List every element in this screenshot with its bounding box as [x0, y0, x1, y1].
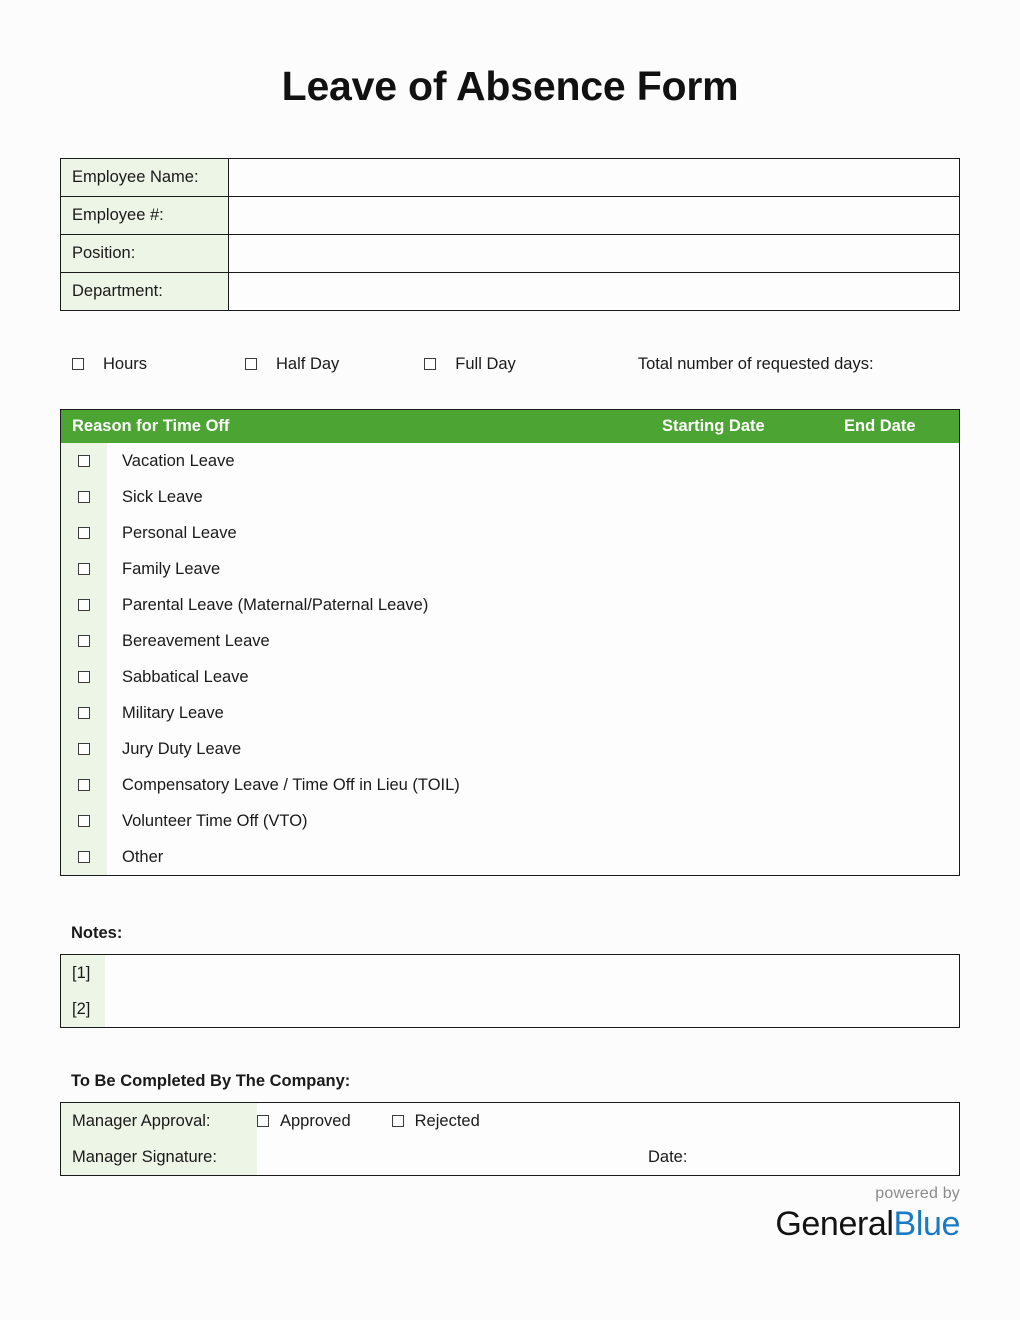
- checkbox-icon[interactable]: [78, 815, 90, 827]
- employee-number-label: Employee #:: [61, 197, 229, 235]
- checkbox-icon[interactable]: [245, 358, 257, 370]
- checkbox-icon[interactable]: [424, 358, 436, 370]
- table-row[interactable]: [61, 551, 959, 587]
- department-label: Department:: [61, 273, 229, 311]
- employee-name-label: Employee Name:: [61, 159, 229, 197]
- reason-label-sabbatical-leave: Sabbatical Leave: [122, 667, 249, 686]
- duration-option-hours[interactable]: [72, 355, 147, 374]
- employee-name-field[interactable]: [229, 159, 960, 197]
- employee-number-field[interactable]: [229, 197, 960, 235]
- checkbox-icon[interactable]: [257, 1115, 269, 1127]
- note-marker-1: [1]: [72, 963, 91, 982]
- position-field[interactable]: [229, 235, 960, 273]
- page-title: Leave of Absence Form: [281, 63, 739, 109]
- reason-label-parental-leave: Parental Leave (Maternal/Paternal Leave): [122, 595, 429, 614]
- column-header-starting-date: Starting Date: [662, 417, 765, 436]
- table-row: [61, 235, 960, 273]
- employee-info-table: [60, 158, 960, 311]
- brand-name-blue: Blue: [893, 1205, 960, 1243]
- list-item: [61, 991, 959, 1027]
- generalblue-logo: [775, 1207, 960, 1241]
- reason-checkbox-cell[interactable]: [61, 851, 107, 863]
- column-header-end-date: End Date: [844, 417, 916, 436]
- checkbox-icon[interactable]: [78, 851, 90, 863]
- checkbox-icon[interactable]: [78, 743, 90, 755]
- checkbox-icon[interactable]: [78, 527, 90, 539]
- approval-option-approved[interactable]: [257, 1112, 351, 1131]
- checkbox-icon[interactable]: [78, 563, 90, 575]
- note-marker-2: [2]: [72, 999, 91, 1018]
- position-label: Position:: [61, 235, 229, 273]
- reason-checkbox-cell[interactable]: [61, 671, 107, 683]
- company-section-heading: To Be Completed By The Company:: [71, 1072, 351, 1091]
- reason-label-compensatory-leave: Compensatory Leave / Time Off in Lieu (TOIL): [122, 775, 460, 794]
- table-row: [61, 1139, 959, 1175]
- company-section-table: [60, 1102, 960, 1176]
- footer-branding: [775, 1186, 960, 1241]
- column-header-reason: Reason for Time Off: [72, 417, 230, 436]
- reason-label-personal-leave: Personal Leave: [122, 523, 237, 542]
- list-item: [61, 955, 959, 991]
- table-row[interactable]: [61, 659, 959, 695]
- table-row: [61, 273, 960, 311]
- table-row[interactable]: [61, 515, 959, 551]
- reason-label-volunteer-time-off: Volunteer Time Off (VTO): [122, 811, 308, 830]
- reason-table-header: [61, 410, 959, 443]
- reason-checkbox-cell[interactable]: [61, 815, 107, 827]
- checkbox-icon[interactable]: [392, 1115, 404, 1127]
- total-requested-days-label: Total number of requested days:: [637, 354, 874, 373]
- notes-heading: Notes:: [71, 924, 123, 943]
- reason-for-time-off-table: [60, 409, 960, 876]
- manager-date-label: Date:: [648, 1147, 688, 1166]
- table-row[interactable]: [61, 623, 959, 659]
- manager-approval-options: [257, 1112, 521, 1131]
- table-row: [61, 159, 960, 197]
- brand-name-general: General: [775, 1205, 894, 1243]
- table-row: [61, 1103, 959, 1139]
- checkbox-icon[interactable]: [78, 671, 90, 683]
- table-row[interactable]: [61, 803, 959, 839]
- reason-label-other: Other: [122, 847, 164, 866]
- checkbox-icon[interactable]: [78, 599, 90, 611]
- reason-label-military-leave: Military Leave: [122, 703, 224, 722]
- table-row[interactable]: [61, 767, 959, 803]
- duration-option-hours-label: Hours: [103, 354, 148, 373]
- notes-table: [60, 954, 960, 1028]
- reason-label-bereavement-leave: Bereavement Leave: [122, 631, 270, 650]
- duration-option-full-day[interactable]: [424, 355, 516, 374]
- table-row: [61, 197, 960, 235]
- duration-option-full-day-label: Full Day: [455, 354, 516, 373]
- reason-label-vacation-leave: Vacation Leave: [122, 451, 235, 470]
- approval-option-rejected[interactable]: [392, 1112, 480, 1131]
- reason-table-body: [61, 443, 959, 875]
- duration-option-half-day[interactable]: [245, 355, 339, 374]
- checkbox-icon[interactable]: [78, 635, 90, 647]
- checkbox-icon[interactable]: [78, 491, 90, 503]
- total-requested-days: [638, 355, 874, 374]
- department-field[interactable]: [229, 273, 960, 311]
- reason-label-sick-leave: Sick Leave: [122, 487, 203, 506]
- approval-option-rejected-label: Rejected: [414, 1111, 480, 1130]
- table-row[interactable]: [61, 731, 959, 767]
- table-row[interactable]: [61, 443, 959, 479]
- reason-checkbox-cell[interactable]: [61, 491, 107, 503]
- table-row[interactable]: [61, 587, 959, 623]
- reason-checkbox-cell[interactable]: [61, 563, 107, 575]
- table-row[interactable]: [61, 839, 959, 875]
- reason-checkbox-cell[interactable]: [61, 455, 107, 467]
- duration-options-row: [60, 343, 960, 385]
- duration-option-half-day-label: Half Day: [276, 354, 340, 373]
- reason-checkbox-cell[interactable]: [61, 635, 107, 647]
- table-row[interactable]: [61, 479, 959, 515]
- checkbox-icon[interactable]: [72, 358, 84, 370]
- employee-info-table-body: [61, 159, 960, 311]
- reason-checkbox-cell[interactable]: [61, 743, 107, 755]
- reason-checkbox-cell[interactable]: [61, 779, 107, 791]
- powered-by-label: powered by: [875, 1185, 960, 1202]
- table-row[interactable]: [61, 695, 959, 731]
- reason-label-family-leave: Family Leave: [122, 559, 221, 578]
- manager-approval-label: Manager Approval:: [72, 1111, 211, 1130]
- manager-signature-label: Manager Signature:: [72, 1147, 217, 1166]
- approval-option-approved-label: Approved: [280, 1111, 351, 1130]
- reason-checkbox-cell[interactable]: [61, 599, 107, 611]
- checkbox-icon[interactable]: [78, 455, 90, 467]
- reason-checkbox-cell[interactable]: [61, 707, 107, 719]
- checkbox-icon[interactable]: [78, 707, 90, 719]
- checkbox-icon[interactable]: [78, 779, 90, 791]
- reason-label-jury-duty-leave: Jury Duty Leave: [122, 739, 242, 758]
- reason-checkbox-cell[interactable]: [61, 527, 107, 539]
